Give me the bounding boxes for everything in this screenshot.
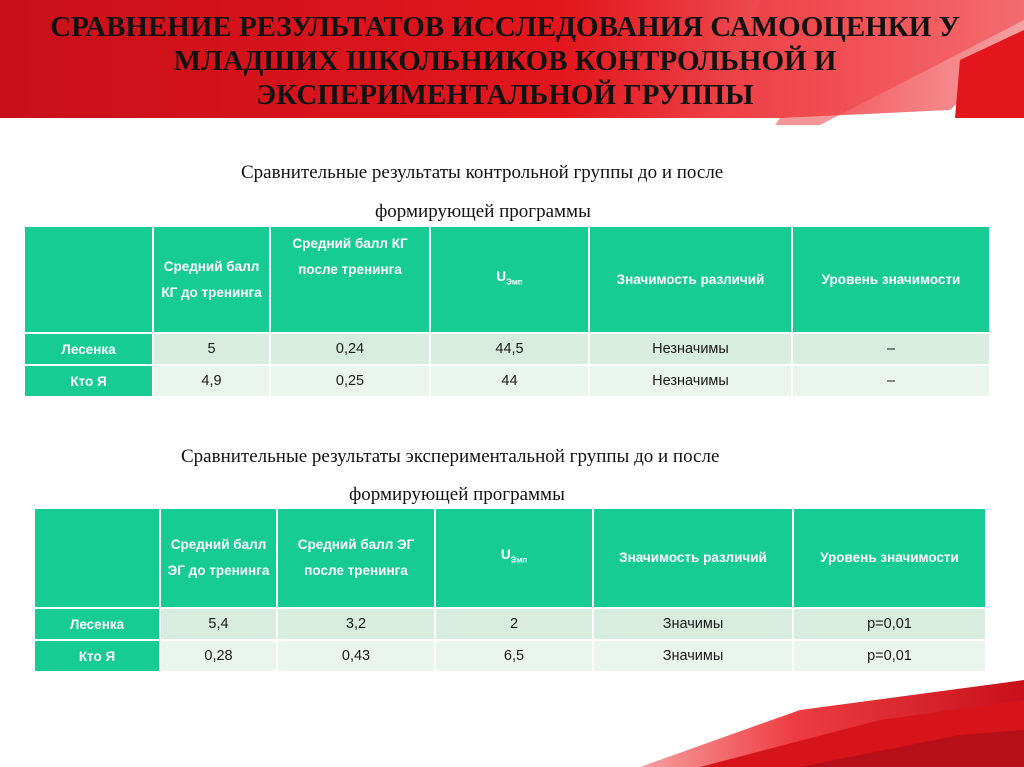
table-row [34,640,986,672]
cell-level: – [792,333,990,365]
experimental-header-u [435,508,593,608]
cell-level: p=0,01 [793,608,986,640]
cell-significance: Значимы [593,608,793,640]
cell-significance: Незначимы [589,365,792,397]
control-header-significance: Значимость различий [589,226,792,333]
row-label: Лесенка [34,608,160,640]
control-caption-line2: формирующей программы [375,201,591,222]
control-header-u-main: U [496,268,507,284]
cell-before: 5 [153,333,270,365]
control-caption-line1: Сравнительные результаты контрольной группы до и после [241,162,724,183]
experimental-header-before: Средний балл ЭГ до тренинга [160,508,277,608]
table-row [24,365,990,397]
cell-significance: Незначимы [589,333,792,365]
control-table [23,225,991,398]
experimental-header-u-main: U [500,547,511,563]
cell-after: 0,24 [270,333,430,365]
cell-u: 44,5 [430,333,589,365]
row-label: Кто Я [34,640,160,672]
cell-after: 3,2 [277,608,435,640]
control-header-u-sub: Эмп [506,277,523,287]
experimental-header-row [34,508,986,608]
cell-after: 0,25 [270,365,430,397]
table-row [24,333,990,365]
table-row [34,608,986,640]
control-header-empty [24,226,153,333]
experimental-header-after: Средний балл ЭГ после тренинга [277,508,435,608]
row-label: Кто Я [24,365,153,397]
control-header-level: Уровень значимости [792,226,990,333]
cell-after: 0,43 [277,640,435,672]
cell-u: 6,5 [435,640,593,672]
experimental-caption-line1: Сравнительные результаты экспериментальной группы до и после [181,446,720,467]
experimental-table [33,507,987,673]
experimental-header-empty [34,508,160,608]
experimental-header-u-sub: Эмп [510,555,528,565]
cell-significance: Значимы [593,640,793,672]
cell-u: 44 [430,365,589,397]
bottom-red-decoration [0,680,1024,767]
control-header-row [24,226,990,333]
control-header-after: Средний балл КГ после тренинга [270,226,430,333]
row-label: Лесенка [24,333,153,365]
experimental-header-significance: Значимость различий [593,508,793,608]
control-header-before: Средний балл КГ до тренинга [153,226,270,333]
cell-before: 5,4 [160,608,277,640]
cell-before: 4,9 [153,365,270,397]
cell-level: – [792,365,990,397]
control-header-u [430,226,589,333]
cell-level: p=0,01 [793,640,986,672]
cell-before: 0,28 [160,640,277,672]
page-title: СРАВНЕНИЕ РЕЗУЛЬТАТОВ ИССЛЕДОВАНИЯ САМООЦЕНКИ У МЛАДШИХ ШКОЛЬНИКОВ КОНТРОЛЬНОЙ И ЭКСПЕРИМЕНТАЛЬНОЙ ГРУППЫ [50,11,960,111]
cell-u: 2 [435,608,593,640]
experimental-caption-line2: формирующей программы [349,484,565,505]
experimental-header-level: Уровень значимости [793,508,986,608]
